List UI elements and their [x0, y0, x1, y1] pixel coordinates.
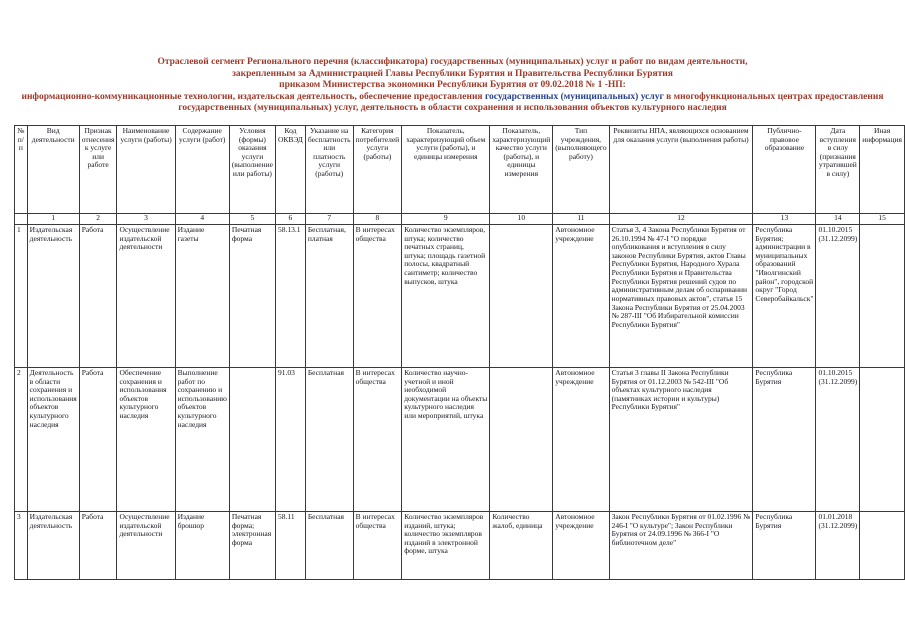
title-segment: государственных (муниципальных) услуг, деятельность в области сохранения и использования объектов культурного наследия	[178, 103, 727, 114]
table-cell	[229, 367, 275, 511]
table-cell	[860, 511, 905, 579]
table-cell: Количество жалоб, единица	[490, 511, 553, 579]
column-number: 13	[753, 213, 816, 224]
table-row	[15, 511, 905, 579]
numbering-row	[15, 213, 905, 224]
column-number: 12	[609, 213, 753, 224]
table-cell: Республика Бурятия	[753, 511, 816, 579]
column-header: Наименование услуги (работы)	[117, 125, 175, 213]
header-row	[15, 125, 905, 213]
table-cell	[490, 224, 553, 367]
table-cell: Количество научно-учетной и иной необходимой документации на объекты культурного наследия или мероприятий, штука	[402, 367, 490, 511]
table-cell: 3	[15, 511, 28, 579]
column-number: 4	[175, 213, 229, 224]
table-cell: Автономное учреждение	[553, 511, 609, 579]
table-cell: Работа	[79, 367, 117, 511]
title-segment: информационно-коммуникационные технологии, издательская деятельность, обеспечение предоставления	[21, 91, 485, 102]
table-cell: Автономное учреждение	[553, 224, 609, 367]
title-segment: Отраслевой сегмент Регионального перечня (классификатора) государственных (муниципальных) услуг и работ по видам деятельности,	[157, 57, 748, 67]
table-cell: 01.10.2015 (31.12.2099)	[816, 224, 860, 367]
table-cell	[490, 367, 553, 511]
column-number	[15, 213, 28, 224]
table-row	[15, 367, 905, 511]
table-cell: Выполнение работ по сохранению и использованию объектов культурного наследия	[175, 367, 229, 511]
table-cell: Автономное учреждение	[553, 367, 609, 511]
table-cell: В интересах общества	[353, 224, 402, 367]
table-cell: Бесплатная	[305, 511, 353, 579]
table-cell: 91.03	[276, 367, 306, 511]
table-cell	[860, 367, 905, 511]
title-segment: государственных (муниципальных) услуг	[484, 91, 664, 102]
column-header: Публично-правовое образование	[753, 125, 816, 213]
column-header: № п/п	[15, 125, 28, 213]
title-segment: приказом Министерства экономики Республики Бурятия от 09.02.2018 № 1 -НП:	[279, 80, 626, 91]
table-cell: Закон Республики Бурятия от 01.02.1996 № 246-I "О культуре"; Закон Республики Бурятия от 24.09.1996 № 366-I "О библиотечном деле"	[609, 511, 753, 579]
column-number: 15	[860, 213, 905, 224]
column-header: Признак отнесения к услуге или работе	[79, 125, 117, 213]
title-segment: закрепленным за Администрацией Главы Республики Бурятия и Правительства Республики Бурятия	[232, 68, 673, 79]
title-segment: в многофункциональных центрах предоставления	[663, 91, 884, 102]
table-cell: Обеспечение сохранения и использования объектов культурного наследия	[117, 367, 175, 511]
table-cell: В интересах общества	[353, 511, 402, 579]
table-cell: Республика Бурятия	[753, 367, 816, 511]
table-cell: Печатная форма; электронная форма	[229, 511, 275, 579]
column-header: Вид деятельности	[27, 125, 79, 213]
table-cell: Работа	[79, 224, 117, 367]
table-cell: Издание газеты	[175, 224, 229, 367]
column-header: Условия (формы) оказания услуги (выполнение или работы)	[229, 125, 275, 213]
column-header: Дата вступления в силу (признания утратившей в силу)	[816, 125, 860, 213]
table-cell: Издательская деятельность	[27, 511, 79, 579]
column-header: Иная информация	[860, 125, 905, 213]
table-cell: Осуществление издательской деятельности	[117, 224, 175, 367]
table-row	[15, 224, 905, 367]
services-registry-table	[14, 125, 905, 580]
column-number: 8	[353, 213, 402, 224]
table-cell: 2	[15, 367, 28, 511]
column-header: Реквизиты НПА, являющихся основанием для оказания услуги (выполнения работы)	[609, 125, 753, 213]
column-header: Показатель, характеризующий объем услуги (работы), и единицы измерения	[402, 125, 490, 213]
table-cell	[860, 224, 905, 367]
table-cell: Бесплатная, платная	[305, 224, 353, 367]
table-cell: 01.10.2015 (31.12.2099)	[816, 367, 860, 511]
table-cell: 58.13.1	[276, 224, 306, 367]
document-title	[0, 0, 905, 115]
table-body	[15, 224, 905, 579]
table-cell: Работа	[79, 511, 117, 579]
table-cell: Издание брошюр	[175, 511, 229, 579]
table-cell: Количество экземпляров, штука; количество печатных страниц, штука; площадь газетной полосы, квадратный сантиметр; количество выпусков, штука	[402, 224, 490, 367]
table-cell: Печатная форма	[229, 224, 275, 367]
column-number: 10	[490, 213, 553, 224]
table-cell: Статья 3 главы II Закона Республики Бурятия от 01.12.2003 № 542-III "Об объектах культурного наследия (памятниках истории и культуры) Республики Бурятия"	[609, 367, 753, 511]
column-number: 14	[816, 213, 860, 224]
title-line	[0, 57, 905, 69]
column-number: 7	[305, 213, 353, 224]
table-cell: Республика Бурятия; администрации в муниципальных образований "Иволгинский район", городской округ "Город Северобайкальск"	[753, 224, 816, 367]
column-number: 3	[117, 213, 175, 224]
table-cell: 58.11	[276, 511, 306, 579]
table-cell: 01.01.2018 (31.12.2099)	[816, 511, 860, 579]
table-cell: Деятельность в области сохранения и использования объектов культурного наследия	[27, 367, 79, 511]
column-header: Категория потребителей услуги (работы)	[353, 125, 402, 213]
title-line	[0, 103, 905, 115]
column-header: Содержание услуги (работ)	[175, 125, 229, 213]
table-cell: Осуществление издательской деятельности	[117, 511, 175, 579]
table-cell: Статья 3, 4 Закона Республики Бурятия от 26.10.1994 № 47-I "О порядке опубликования и вступления в силу законов Республики Бурятия, актов Главы Республики Бурятия, Народного Хурала Республики Бурятия и Правительства Республики Бурятия решений судов по административным делам об оспаривании нормативных правовых актов", статья 15 Закона Республики Бурятия от 25.04.2003 № 287-III "Об Избирательной комиссии Республики Бурятия"	[609, 224, 753, 367]
column-number: 9	[402, 213, 490, 224]
column-number: 1	[27, 213, 79, 224]
table-cell: 1	[15, 224, 28, 367]
title-line	[0, 92, 905, 104]
table-cell: Бесплатная	[305, 367, 353, 511]
column-header: Тип учреждения, (выполняющего работу)	[553, 125, 609, 213]
title-line	[0, 80, 905, 92]
column-header: Указание на бесплатность или платность услуги (работы)	[305, 125, 353, 213]
table-cell: Издательская деятельность	[27, 224, 79, 367]
column-number: 11	[553, 213, 609, 224]
column-header: Код ОКВЭД	[276, 125, 306, 213]
column-number: 5	[229, 213, 275, 224]
column-number: 6	[276, 213, 306, 224]
column-header: Показатель, характеризующий качество услуги (работы), и единицы измерения	[490, 125, 553, 213]
title-line	[0, 69, 905, 81]
table-cell: В интересах общества	[353, 367, 402, 511]
table-cell: Количество экземпляров изданий, штука; количество экземпляров изданий в электронной форме, штука	[402, 511, 490, 579]
column-number: 2	[79, 213, 117, 224]
